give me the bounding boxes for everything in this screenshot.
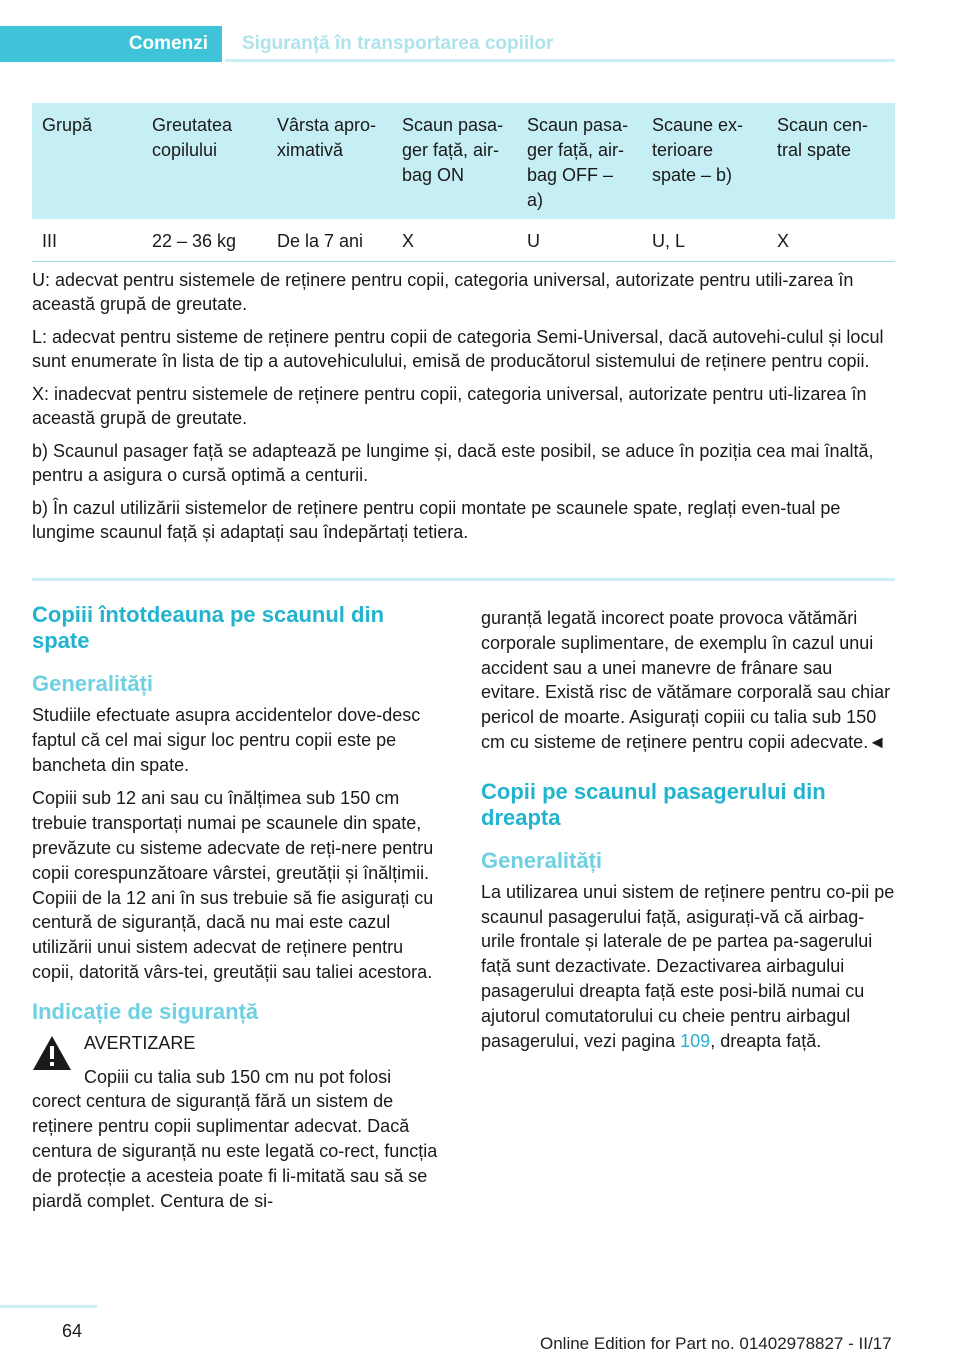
page-header	[0, 26, 895, 62]
note-u: U: adecvat pentru sistemele de reținere pentru copii, categoria universal, autorizate pentru utili-zarea în această grupă de greutate.	[32, 270, 854, 314]
header-separator	[222, 26, 225, 62]
col-header-group: Grupă	[42, 115, 93, 135]
paragraph: La utilizarea unui sistem de reținere pentru co-pii pe scaunul pasagerului față, asigurați-vă că airbag-urile frontale și laterale de pe partea pa-sagerului față sunt dezactivate. Dezactivarea airbagului pasagerului dreapta față este posi-bilă numai cu ajutorul comutatorului cu cheie pentru airbagul pasagerului, vezi pagina 109, dreapta față.	[481, 881, 895, 1051]
table-header	[32, 103, 895, 219]
table-row	[32, 219, 895, 262]
page-link[interactable]: 109	[680, 1030, 711, 1051]
safety-heading: Indicație de siguranță	[32, 998, 259, 1024]
note-x: X: inadecvat pentru sistemele de reținere pentru copii, categoria universal, autorizate pentru uti-lizarea în această grupă de greutate.	[32, 384, 867, 428]
note-l: L: adecvat pentru sisteme de reținere pentru copii de categoria Semi-Universal, dacă autovehi-culul și locul sunt enumerate în lista de tip a autovehiculului, emisă de producătorul sistemului de reținere pentru copii.	[32, 327, 884, 371]
table-cell: X	[402, 231, 415, 251]
subsection-heading: Generalități	[481, 847, 603, 873]
warning-text-continued: guranță legată incorect poate provoca vătămări corporale suplimentare, de exemplu în cazul unui accident sau a unei manevre de frânare sau evitare. Există risc de vătămare corporală sau chiar pericol de moarte. Asigurați copiii cu talia sub 150 cm cu sisteme de reținere pentru copii adecvate.◄	[481, 608, 891, 752]
warning-block	[32, 1031, 446, 1090]
subsection-title: Siguranță în transportarea copiilor	[242, 33, 554, 54]
col-header-rear-center: Scaun cen- tral spate	[777, 115, 869, 160]
section-title: Copiii întotdeauna pe scaunul din spate	[32, 602, 385, 653]
paragraph: Copiii sub 12 ani sau cu înălțimea sub 150 cm trebuie transportați numai pe scaunele din spate, prevăzute cu sisteme adecvate de reți-nere pentru copii corespunzătoare vârstei, greutății și înălțimii. Copiii de la 12 ani în sus trebuie să fie asigurați cu centură de siguranță, dacă nu mai este cazul utilizării unui sistem adecvat de reținere pentru copii, datorită vârs-tei, greutății sau taliei acestora.	[32, 788, 434, 982]
left-column	[32, 602, 446, 1222]
note-b1: b) Scaunul pasager față se adaptează pe lungime și, dacă este posibil, se aduce în poziția cea mai înaltă, pentru a asigura o cursă optimă a centurii.	[32, 441, 874, 485]
warning-text-start: Copiii cu talia sub 150 cm nu pot folosi	[84, 1066, 392, 1087]
page-number: 64	[61, 1321, 82, 1341]
col-header-front-airbag-off: Scaun pasa- ger față, air- bag OFF – a)	[527, 115, 629, 210]
warning-label: AVERTIZARE	[84, 1032, 196, 1053]
section-tab: Comenzi	[0, 26, 222, 62]
table-notes	[32, 268, 895, 553]
edition-text: Online Edition for Part no. 01402978827 - II/17	[540, 1334, 892, 1353]
table-cell: U, L	[652, 231, 686, 251]
child-seat-table	[32, 103, 895, 542]
table-cell: X	[777, 231, 790, 251]
table-cell: III	[42, 231, 58, 251]
right-column	[481, 602, 895, 1062]
table-bottom-rule	[32, 578, 895, 581]
footer-rule	[0, 1305, 97, 1308]
note-b2: b) În cazul utilizării sistemelor de reținere pentru copii montate pe scaunele spate, reglați even-tual pe lungime scaunul față și adaptați sau îndepărtați tetiera.	[32, 498, 841, 542]
col-header-rear-outer: Scaune ex- terioare spate – b)	[652, 115, 744, 185]
subsection-heading: Generalități	[32, 671, 154, 696]
table-cell: 22 – 36 kg	[152, 231, 237, 251]
table-cell: U	[527, 231, 540, 251]
warning-triangle-icon	[32, 1035, 72, 1071]
col-header-weight: Greutatea copilului	[152, 115, 233, 160]
section-title: Copii pe scaunul pasagerului din dreapta	[481, 778, 826, 830]
col-header-age: Vârsta apro- ximativă	[277, 115, 377, 160]
paragraph: Studiile efectuate asupra accidentelor dove-desc faptul că cel mai sigur loc pentru copii este pe bancheta din spate.	[32, 705, 421, 775]
warning-text: corect centura de siguranță fără un sistem de reținere pentru copii suplimentar adecvat. Dacă centura de siguranță nu este legată co-rect, funcția de protecție a acesteia poate fi li-mitată sau să se piardă complet. Centura de si-	[32, 1091, 438, 1211]
table-cell: De la 7 ani	[277, 231, 364, 251]
col-header-front-airbag-on: Scaun pasa- ger față, air- bag ON	[402, 115, 504, 185]
